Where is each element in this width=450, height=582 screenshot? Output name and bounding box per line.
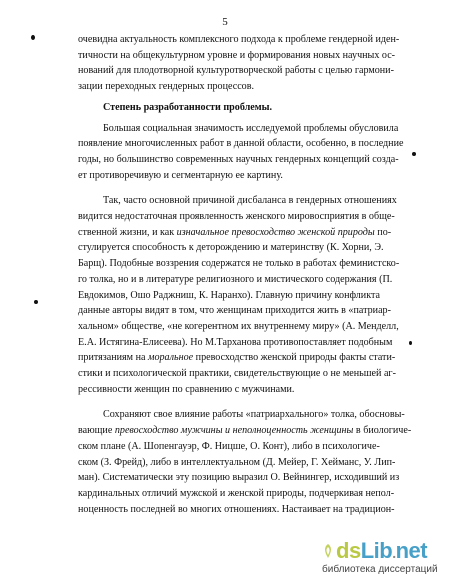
text-segment: превосходство женской природы факты стати- bbox=[193, 352, 396, 364]
scan-speck-mark bbox=[31, 35, 35, 40]
text-segment: вающие bbox=[78, 425, 115, 437]
body-text bbox=[78, 32, 412, 517]
text-line-mixed bbox=[78, 423, 412, 439]
text-line: ет противоречивую и сегментарную ее картину. bbox=[78, 169, 283, 181]
text-segment: притязаниям на bbox=[78, 352, 149, 364]
text-line: ман). Систематически эту позицию выразил О. Вейнингер, исходивший из bbox=[78, 472, 400, 484]
text-line: ском (З. Фрейд), либо в интеллектуальном (Д. Мейер, Г. Хейманс, У. Лип- bbox=[78, 456, 396, 468]
dslib-subtitle: библиотека диссертаций bbox=[322, 564, 438, 575]
scan-speck-mark bbox=[409, 341, 412, 345]
section-heading: Степень разработанности проблемы. bbox=[103, 101, 273, 113]
scan-speck-mark bbox=[34, 300, 38, 304]
dslib-logo-ornament-icon bbox=[322, 543, 334, 559]
italic-phrase: моральное bbox=[148, 352, 194, 364]
text-line-mixed bbox=[78, 350, 396, 366]
text-line: кардинальных отличий мужской и женской природы, подчеркивая непол- bbox=[78, 487, 395, 499]
paragraph-patriarchal bbox=[78, 407, 412, 517]
text-line: зации переходных гендерных процессов. bbox=[78, 81, 255, 93]
text-line: Е.А. Истягина-Елисеева). Но М.Тарханова противопоставляет подобным bbox=[78, 336, 393, 348]
text-line: хальном» обществе, «не когерентном их внутреннему миру» (А. Менделл, bbox=[78, 320, 399, 332]
logo-lib: Lib bbox=[360, 538, 393, 563]
text-line: Сохраняют свое влияние работы «патриархального» толка, обосновы- bbox=[103, 409, 405, 421]
paragraph-imbalance bbox=[78, 193, 400, 397]
text-line: данные авторы видят в том, что женщинам приходится жить в «патриар- bbox=[78, 305, 391, 317]
text-line: нований для плодотворной культуротворческой работы с целью гармони- bbox=[78, 65, 394, 77]
text-line: Евдокимов, Ошо Раджниш, К. Наранхо). Главную причину конфликта bbox=[78, 289, 380, 301]
scan-speck-mark bbox=[412, 152, 416, 156]
text-line: го толка, но и в литературе религиозного и мистического содержания (П. bbox=[78, 273, 393, 285]
text-line: появление многочисленных работ в данной области, особенно, в последние bbox=[78, 138, 404, 150]
text-line: тичности на общекультурном уровне и формирования новых научных ос- bbox=[78, 49, 396, 61]
logo-net: net bbox=[395, 538, 428, 563]
text-line: стики и психологической практики, свидетельствующие о не меньшей аг- bbox=[78, 368, 396, 380]
text-line: Так, часто основной причиной дисбаланса в гендерных отношениях bbox=[103, 195, 397, 207]
text-segment: в биологиче- bbox=[353, 425, 412, 437]
page-number: 5 bbox=[222, 16, 228, 28]
text-line: Большая социальная значимость исследуемой проблемы обусловила bbox=[103, 122, 399, 134]
text-line: ском плане (А. Шопенгауэр, Ф. Ницше, О. Конт), либо в психологиче- bbox=[78, 440, 380, 452]
text-line: Барщ). Подобные воззрения содержатся не только в работах феминистско- bbox=[78, 258, 400, 270]
text-segment: по- bbox=[374, 226, 392, 238]
italic-phrase: превосходство мужчины и неполноценность женщины bbox=[114, 425, 354, 437]
logo-ds: ds bbox=[336, 538, 361, 563]
dslib-logo-text bbox=[336, 538, 427, 564]
text-line: рессивности женщин по сравнению с мужчинами. bbox=[78, 383, 295, 395]
text-line: видится недостаточная проявленность женского мировосприятия в обще- bbox=[78, 211, 395, 223]
text-line: ноценность последней во многих отношениях. Настаивает на традицион- bbox=[78, 503, 395, 515]
text-line-mixed bbox=[78, 225, 396, 241]
logo-dot: . bbox=[392, 545, 396, 561]
text-segment: ственной жизни, и как bbox=[78, 226, 177, 238]
text-line: стулируется способность к деторождению и материнству (К. Хорни, Э. bbox=[78, 242, 384, 254]
paragraph-significance bbox=[78, 121, 404, 184]
text-line: очевидна актуальность комплексного подхода к проблеме гендерной иден- bbox=[78, 34, 400, 45]
italic-phrase: изначальное превосходство женской природы bbox=[176, 226, 375, 238]
paragraph-intro bbox=[78, 32, 400, 95]
dslib-watermark bbox=[322, 538, 442, 578]
text-line: годы, но большинство современных научных гендерных концепций созда- bbox=[78, 153, 399, 165]
